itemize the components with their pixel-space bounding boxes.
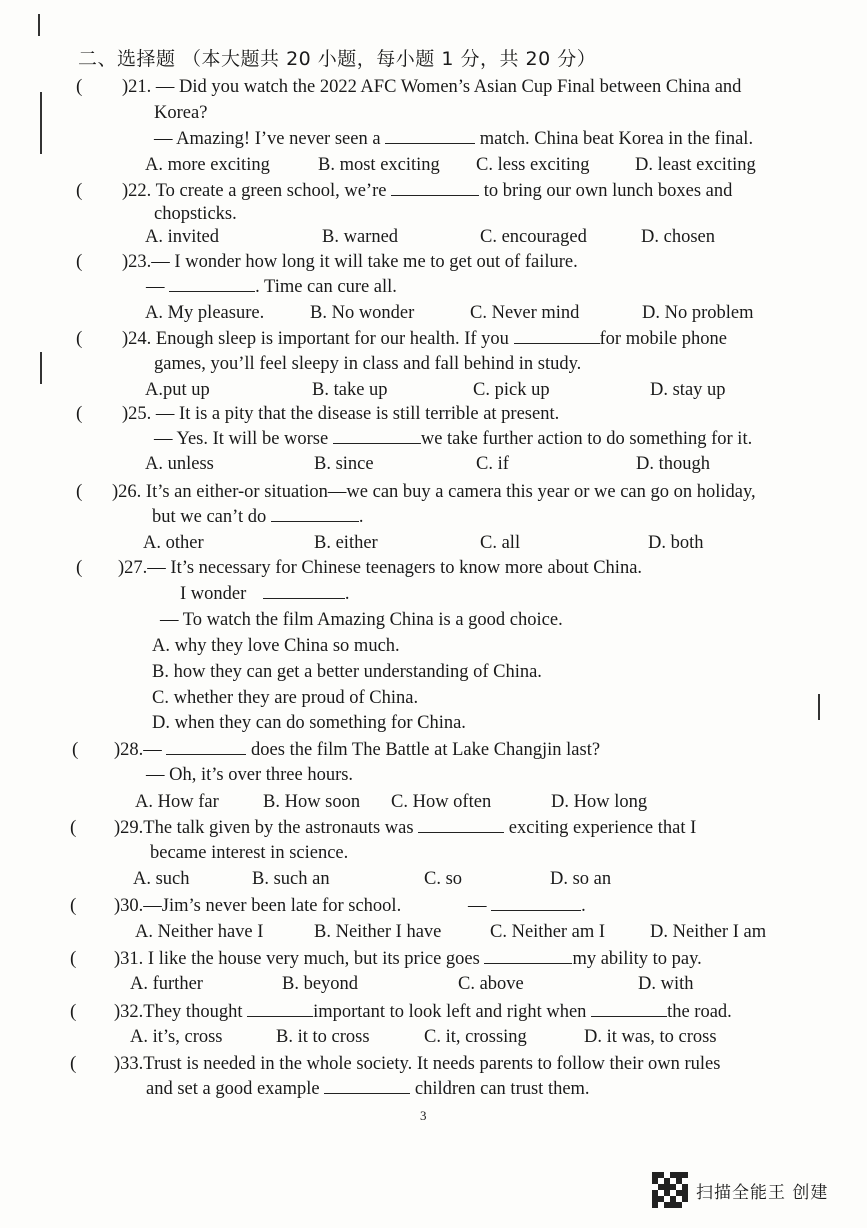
answer-paren: ( [70,1001,77,1022]
option-a: A. invited [145,227,219,247]
answer-paren: ( [76,76,83,97]
option-d: D. it was, to cross [584,1027,717,1047]
answer-paren: ( [76,403,83,424]
option-b: B. warned [322,227,399,247]
answer-paren: ( [70,948,77,969]
option-c: C. it, crossing [424,1027,527,1047]
question-25-line: )25. — It is a pity that the disease is still terrible at present. [122,404,560,424]
question-number: )31. [114,949,144,969]
question-33-line: )33.Trust is needed in the whole society. It needs parents to follow their own rules [114,1054,721,1074]
option-d: D. How long [551,792,648,812]
question-32-line: )32.They thought important to look left and right when the road. [114,1002,732,1022]
question-26-line: but we can’t do . [152,507,364,527]
answer-paren: ( [76,180,83,201]
option-d: D. No problem [642,303,754,323]
question-number: )30. [114,896,144,916]
option-b: B. either [314,533,378,553]
question-33-line: and set a good example children can trust them. [146,1079,590,1099]
question-number: )22. [122,181,152,201]
question-21-line: Korea? [154,103,208,123]
option-c: C. encouraged [480,227,587,247]
scanner-app-label: 扫描全能王 创建 [696,1182,829,1203]
option-d: D. both [648,533,704,553]
answer-blank [385,129,475,144]
question-number: )26. [112,482,142,502]
question-number: )32. [114,1002,144,1022]
option-c: C. so [424,869,463,889]
answer-paren: ( [72,739,79,760]
question-30-line: )30.—Jim’s never been late for school. [114,896,402,916]
option-c: C. above [458,974,524,994]
question-25-line: — Yes. It will be worse we take further action to do something for it. [154,429,753,449]
option-c: C. pick up [473,380,550,400]
scan-mark [818,694,820,720]
option-c: C. How often [391,792,492,812]
answer-blank [263,584,345,599]
question-21-line: — Amazing! I’ve never seen a match. China beat Korea in the final. [154,129,754,149]
question-number: )24. [122,329,152,349]
option-d: D. though [636,454,710,474]
section-heading: 二、选择题 （本大题共 20 小题，每小题 1 分，共 20 分） [78,48,597,70]
question-26-line: )26. It’s an either-or situation—we can buy a camera this year or we can go on holiday, [112,482,756,502]
option-c: C. if [476,454,509,474]
option-b: B. Neither I have [314,922,442,942]
answer-paren: ( [70,817,77,838]
option-a: A. other [143,533,204,553]
scan-mark [38,14,40,36]
option-b: B. since [314,454,374,474]
scanner-watermark [652,1172,828,1208]
option-c: C. whether they are proud of China. [152,688,419,708]
answer-blank [271,507,359,522]
option-a: A. How far [135,792,219,812]
question-number: )21. [122,77,152,97]
option-a: A. unless [145,454,214,474]
question-23-line: — . Time can cure all. [146,277,397,297]
option-d: D. least exciting [635,155,756,175]
answer-blank [166,740,246,755]
option-a: A. such [133,869,190,889]
option-a: A. why they love China so much. [152,636,400,656]
answer-paren: ( [76,481,83,502]
question-29-line: became interest in science. [150,843,349,863]
answer-blank [591,1002,667,1017]
option-b: B. take up [312,380,388,400]
question-23-line: )23.— I wonder how long it will take me to get out of failure. [122,252,578,272]
answer-paren: ( [76,328,83,349]
question-22-line: chopsticks. [154,204,237,224]
option-d: D. chosen [641,227,715,247]
option-a: A. more exciting [145,155,270,175]
question-28-line: )28.— does the film The Battle at Lake Changjin last? [114,740,601,760]
option-b: B. How soon [263,792,361,812]
question-27-line: — To watch the film Amazing China is a good choice. [160,610,563,630]
question-24-line: )24. Enough sleep is important for our health. If you for mobile phone [122,329,727,349]
question-number: )29. [114,818,144,838]
option-c: C. Neither am I [490,922,606,942]
question-24-line: games, you’ll feel sleepy in class and fall behind in study. [154,354,582,374]
answer-blank [324,1079,410,1094]
question-28-line: — Oh, it’s over three hours. [146,765,354,785]
answer-blank [418,818,504,833]
option-d: D. when they can do something for China. [152,713,466,733]
option-b: B. such an [252,869,330,889]
question-27-line: I wonder . [180,584,350,604]
option-d: D. stay up [650,380,726,400]
question-number: )25. [122,404,152,424]
answer-paren: ( [70,895,77,916]
question-29-line: )29.The talk given by the astronauts was exciting experience that I [114,818,697,838]
answer-blank [169,277,255,292]
option-a: A. My pleasure. [145,303,265,323]
option-c: C. Never mind [470,303,580,323]
option-b: B. beyond [282,974,359,994]
answer-blank [391,181,479,196]
option-a: A. Neither have I [135,922,264,942]
option-a: A. further [130,974,203,994]
question-27-line: )27.— It’s necessary for Chinese teenagers to know more about China. [118,558,643,578]
answer-blank [333,429,421,444]
scan-mark [40,352,42,384]
question-number: )23. [122,252,152,272]
answer-paren: ( [76,251,83,272]
option-d: D. so an [550,869,612,889]
question-31-line: )31. I like the house very much, but its price goes my ability to pay. [114,949,702,969]
question-number: )28. [114,740,144,760]
answer-blank [484,949,572,964]
option-a: A.put up [145,380,210,400]
answer-paren: ( [70,1053,77,1074]
option-c: C. less exciting [476,155,590,175]
option-b: B. how they can get a better understanding of China. [152,662,542,682]
question-number: )27. [118,558,148,578]
question-number: )33. [114,1054,144,1074]
option-c: C. all [480,533,521,553]
answer-blank [514,329,600,344]
option-d: D. Neither I am [650,922,767,942]
answer-blank [491,896,581,911]
option-b: B. No wonder [310,303,415,323]
question-22-line: )22. To create a green school, we’re to bring our own lunch boxes and [122,181,733,201]
scan-mark [40,92,42,154]
option-b: B. it to cross [276,1027,370,1047]
question-30-line: — . [468,896,586,916]
question-21-line: )21. — Did you watch the 2022 AFC Women’s Asian Cup Final between China and [122,77,742,97]
option-d: D. with [638,974,694,994]
answer-blank [247,1002,313,1017]
page-number: 3 [420,1108,427,1123]
qr-code-icon [652,1172,688,1208]
answer-paren: ( [76,557,83,578]
option-a: A. it’s, cross [130,1027,223,1047]
option-b: B. most exciting [318,155,440,175]
